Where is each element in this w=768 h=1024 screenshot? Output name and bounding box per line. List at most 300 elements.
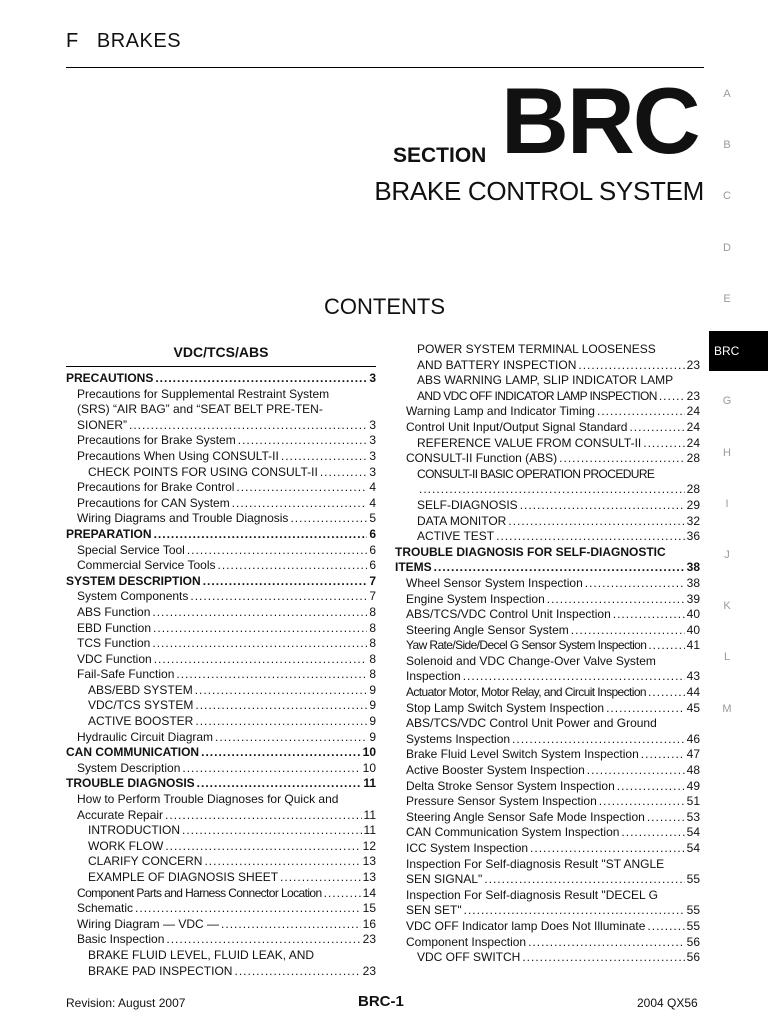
toc-entry-title: ICC System Inspection [406, 841, 529, 855]
toc-entry-title: Commercial Service Tools [77, 558, 216, 573]
toc-dot-leader [530, 841, 685, 857]
toc-dot-leader [528, 935, 685, 951]
toc-entry-title: TROUBLE DIAGNOSIS [66, 776, 195, 791]
toc-entry[interactable] [66, 480, 376, 496]
toc-dot-leader [187, 543, 367, 559]
toc-entry-page: 45 [686, 700, 700, 715]
toc-entry[interactable] [66, 652, 376, 668]
toc-entry-title: PREPARATION [66, 526, 152, 541]
toc-entry[interactable] [395, 747, 700, 763]
toc-entry [395, 373, 700, 389]
toc-entry-title: ITEMS [395, 560, 432, 575]
toc-entry[interactable] [66, 714, 376, 730]
toc-entry [395, 342, 700, 358]
toc-dot-leader [597, 404, 685, 420]
toc-entry-title: TCS Function [77, 636, 151, 651]
toc-entry[interactable] [66, 870, 376, 886]
side-index-letter-j[interactable]: J [724, 549, 730, 561]
toc-entry-page: 23 [686, 357, 700, 372]
section-subtitle: BRAKE CONTROL SYSTEM [374, 176, 704, 206]
toc-entry[interactable] [395, 358, 700, 374]
toc-dot-leader [571, 623, 685, 639]
toc-entry-page: 24 [686, 435, 700, 450]
toc-entry[interactable] [395, 669, 700, 685]
toc-entry-page: 16 [362, 916, 376, 931]
toc-entry-title: SEN SET" [406, 903, 462, 918]
toc-dot-leader [280, 870, 361, 886]
toc-entry-title: SELF-DIAGNOSIS [417, 497, 518, 512]
toc-dot-leader [232, 496, 368, 512]
toc-entry-page: 9 [369, 729, 376, 744]
toc-entry-title: How to Perform Trouble Diagnoses for Quick and [77, 792, 339, 807]
toc-entry-title: CONSULT-II BASIC OPERATION PROCEDURE [417, 466, 655, 481]
toc-entry [66, 387, 376, 403]
toc-entry[interactable] [66, 636, 376, 652]
toc-dot-leader [419, 482, 685, 498]
toc-dot-leader [484, 872, 684, 888]
toc-entry-page: 48 [686, 763, 700, 778]
toc-entry-title: SYSTEM DESCRIPTION [66, 573, 201, 588]
toc-entry-title: ACTIVE TEST [417, 529, 495, 544]
side-index-letter-h[interactable]: H [723, 447, 731, 459]
toc-entry-title: Wheel Sensor System Inspection [406, 575, 583, 590]
toc-dot-leader [154, 652, 368, 668]
toc-dot-leader [520, 498, 685, 514]
toc-entry-page: 8 [369, 636, 376, 651]
toc-dot-leader [152, 605, 367, 621]
toc-entry[interactable] [66, 932, 376, 948]
toc-entry-page: 23 [362, 932, 376, 947]
toc-entry-title: AND VDC OFF INDICATOR LAMP INSPECTION [417, 388, 657, 403]
toc-entry-page: 28 [686, 451, 700, 466]
side-index-letter-m[interactable]: M [722, 703, 732, 715]
toc-entry[interactable] [66, 730, 376, 746]
toc-entry[interactable] [66, 917, 376, 933]
toc-entry-title: ABS WARNING LAMP, SLIP INDICATOR LAMP [417, 373, 674, 388]
toc-entry-title: Yaw Rate/Side/Decel G Sensor System Inspection [406, 638, 647, 653]
toc-entry[interactable] [395, 420, 700, 436]
toc-left-column [66, 371, 376, 979]
toc-entry-title: Brake Fluid Level Switch System Inspection [406, 747, 639, 762]
toc-dot-leader [195, 683, 368, 699]
toc-dot-leader [320, 465, 368, 481]
toc-entry-title: EBD Function [77, 620, 152, 635]
toc-heading-divider [66, 366, 376, 367]
toc-dot-leader [290, 511, 367, 527]
toc-entry[interactable] [395, 607, 700, 623]
toc-entry[interactable] [66, 511, 376, 527]
toc-dot-leader [463, 669, 685, 685]
toc-entry-title: Precautions for CAN System [77, 495, 230, 510]
toc-entry-title: Component Inspection [406, 934, 527, 949]
toc-entry-title: Hydraulic Circuit Diagram [77, 729, 214, 744]
toc-entry [395, 545, 700, 561]
toc-dot-leader [153, 621, 367, 637]
toc-column-heading: VDC/TCS/ABS [173, 344, 269, 360]
toc-entry-page: 38 [686, 575, 700, 590]
toc-entry[interactable] [395, 529, 700, 545]
toc-entry-title: SEN SIGNAL" [406, 872, 483, 887]
side-index-letter-g[interactable]: G [722, 395, 732, 407]
toc-entry-page: 49 [686, 778, 700, 793]
toc-entry[interactable] [395, 825, 700, 841]
toc-dot-leader [617, 779, 685, 795]
toc-entry [66, 402, 376, 418]
toc-entry-title: Fail-Safe Function [77, 667, 175, 682]
toc-entry[interactable] [395, 950, 700, 966]
toc-dot-leader [165, 808, 361, 824]
toc-entry-title: PRECAUTIONS [66, 371, 154, 385]
toc-dot-leader [238, 433, 368, 449]
toc-entry[interactable] [395, 794, 700, 810]
toc-entry[interactable] [66, 527, 376, 543]
toc-entry[interactable] [395, 498, 700, 514]
toc-dot-leader [182, 761, 360, 777]
toc-entry-title: Control Unit Input/Output Signal Standard [406, 419, 628, 434]
toc-dot-leader [585, 576, 685, 592]
toc-entry [395, 467, 700, 483]
toc-entry-page: 44 [686, 685, 700, 700]
toc-entry-title: Active Booster System Inspection [406, 763, 585, 778]
toc-entry[interactable] [66, 776, 376, 792]
toc-entry-title: Component Parts and Harness Connector Location [77, 885, 322, 900]
toc-entry [395, 888, 700, 904]
toc-entry-page: 51 [686, 794, 700, 809]
side-index-letter-b[interactable]: B [723, 139, 731, 151]
toc-entry[interactable] [66, 558, 376, 574]
toc-dot-leader [155, 371, 367, 387]
toc-entry-title: Accurate Repair [77, 807, 164, 822]
toc-entry-title: ACTIVE BOOSTER [88, 714, 194, 729]
toc-dot-leader [152, 636, 367, 652]
side-index-active-tab[interactable]: BRC [709, 331, 768, 371]
toc-entry-page: 55 [686, 872, 700, 887]
toc-entry[interactable] [395, 841, 700, 857]
toc-entry[interactable] [66, 839, 376, 855]
toc-entry[interactable] [395, 623, 700, 639]
contents-heading: CONTENTS [324, 294, 445, 319]
toc-dot-leader [154, 527, 368, 543]
footer-model: 2004 QX56 [637, 996, 698, 1010]
toc-dot-leader [512, 732, 685, 748]
toc-dot-leader [236, 480, 367, 496]
toc-entry[interactable] [66, 808, 376, 824]
toc-entry-title: System Description [77, 760, 181, 775]
section-label: SECTION [393, 144, 487, 167]
toc-entry-page: 11 [363, 807, 376, 822]
side-index-letter-e[interactable]: E [723, 293, 731, 305]
toc-right-column [395, 342, 700, 966]
toc-entry[interactable] [66, 964, 376, 980]
toc-entry-title: EXAMPLE OF DIAGNOSIS SHEET [88, 870, 279, 884]
toc-entry-title: Systems Inspection [406, 731, 511, 746]
toc-dot-leader [643, 436, 684, 452]
side-index-letter-i[interactable]: I [725, 498, 729, 510]
toc-entry-page: 40 [686, 622, 700, 637]
toc-dot-leader [599, 794, 685, 810]
toc-entry[interactable] [395, 919, 700, 935]
footer-revision: Revision: August 2007 [66, 996, 186, 1010]
toc-entry-page: 54 [686, 825, 700, 840]
toc-dot-leader [464, 903, 685, 919]
toc-dot-leader [559, 451, 684, 467]
toc-dot-leader [135, 901, 361, 917]
toc-entry[interactable] [395, 592, 700, 608]
toc-dot-leader [166, 932, 360, 948]
toc-entry-title: DATA MONITOR [417, 513, 507, 528]
toc-entry-page: 12 [362, 838, 376, 853]
toc-entry[interactable] [66, 574, 376, 590]
toc-entry-title: VDC OFF SWITCH [417, 950, 521, 965]
toc-entry[interactable] [66, 496, 376, 512]
toc-entry-page: 5 [369, 511, 376, 526]
toc-entry[interactable] [66, 543, 376, 559]
toc-entry-page: 8 [369, 651, 376, 666]
toc-entry-page: 13 [362, 870, 376, 884]
toc-entry[interactable] [66, 698, 376, 714]
toc-dot-leader [165, 839, 360, 855]
toc-entry[interactable] [395, 903, 700, 919]
toc-dot-leader [221, 917, 361, 933]
toc-entry-title: CLARIFY CONCERN [88, 854, 203, 869]
toc-dot-leader [190, 589, 367, 605]
toc-entry[interactable] [66, 418, 376, 434]
toc-entry [66, 948, 376, 964]
toc-entry-page: 14 [362, 885, 376, 900]
toc-entry[interactable] [66, 886, 376, 902]
toc-entry-title: CAN Communication System Inspection [406, 825, 620, 840]
toc-dot-leader [641, 747, 685, 763]
toc-dot-leader [621, 825, 684, 841]
toc-entry-page: 8 [369, 667, 376, 682]
toc-entry-title: POWER SYSTEM TERMINAL LOOSENESS [417, 342, 656, 356]
toc-dot-leader [496, 529, 685, 545]
toc-dot-leader [324, 886, 361, 902]
side-index-letter-c[interactable]: C [723, 190, 731, 202]
toc-entry-page: 41 [686, 638, 700, 653]
toc-entry-title: VDC OFF Indicator lamp Does Not Illuminate [406, 918, 646, 933]
toc-dot-leader [522, 950, 684, 966]
side-index-letter-a[interactable]: A [723, 88, 731, 100]
toc-entry[interactable] [395, 576, 700, 592]
section-code: BRC [501, 68, 699, 173]
toc-entry-page: 3 [369, 448, 376, 463]
toc-entry[interactable] [395, 514, 700, 530]
toc-entry[interactable] [66, 745, 376, 761]
toc-entry[interactable] [395, 935, 700, 951]
toc-entry-title: REFERENCE VALUE FROM CONSULT-II [417, 435, 642, 450]
toc-entry-page: 3 [369, 371, 376, 385]
toc-dot-leader [129, 418, 367, 434]
toc-entry[interactable] [395, 779, 700, 795]
toc-dot-leader [434, 560, 685, 576]
toc-entry-title: Wiring Diagrams and Trouble Diagnosis [77, 511, 289, 526]
toc-entry-title: Precautions for Brake System [77, 433, 236, 448]
toc-dot-leader [647, 810, 685, 826]
toc-entry[interactable] [395, 482, 700, 498]
toc-entry-title: VDC/TCS SYSTEM [88, 698, 194, 713]
toc-entry[interactable] [66, 621, 376, 637]
toc-entry[interactable] [395, 436, 700, 452]
toc-entry-page: 43 [686, 669, 700, 684]
toc-entry-page: 13 [362, 854, 376, 869]
toc-dot-leader [204, 854, 360, 870]
toc-entry[interactable] [66, 433, 376, 449]
toc-entry-page: 40 [686, 607, 700, 622]
toc-entry-title: CHECK POINTS FOR USING CONSULT-II [88, 464, 318, 479]
toc-entry-title: Warning Lamp and Indicator Timing [406, 404, 595, 419]
side-index-letter-l[interactable]: L [723, 651, 731, 663]
toc-entry[interactable] [66, 823, 376, 839]
toc-entry[interactable] [395, 763, 700, 779]
side-index-letter-d[interactable]: D [723, 242, 731, 254]
toc-entry-page: 4 [369, 495, 376, 510]
toc-entry-page: 36 [686, 529, 700, 544]
toc-entry-title: ABS/TCS/VDC Control Unit Power and Ground [406, 716, 657, 731]
toc-entry[interactable] [66, 371, 376, 387]
toc-dot-leader [547, 592, 685, 608]
toc-entry[interactable] [66, 589, 376, 605]
toc-entry-page: 10 [362, 760, 376, 775]
toc-entry-page: 54 [686, 841, 700, 855]
side-index-letter-k[interactable]: K [723, 600, 731, 612]
toc-entry-page: 6 [369, 526, 376, 541]
toc-entry[interactable] [395, 810, 700, 826]
toc-entry-page: 3 [369, 417, 376, 432]
toc-entry [395, 716, 700, 732]
toc-entry[interactable] [395, 701, 700, 717]
toc-dot-leader [203, 574, 368, 590]
toc-entry-page: 10 [362, 745, 376, 760]
toc-dot-leader [281, 449, 367, 465]
toc-entry-page: 53 [686, 809, 700, 824]
toc-dot-leader [647, 919, 684, 935]
toc-entry-title: Inspection For Self-diagnosis Result "DECEL G [406, 887, 658, 902]
toc-dot-leader [659, 389, 685, 405]
toc-entry-title: ABS Function [77, 604, 151, 619]
toc-entry-title: Engine System Inspection [406, 591, 545, 606]
toc-dot-leader [606, 701, 685, 717]
toc-entry-page: 15 [362, 901, 376, 916]
toc-entry-title: Steering Angle Sensor System [406, 622, 569, 637]
toc-entry-page: 24 [686, 404, 700, 419]
toc-dot-leader [215, 730, 367, 746]
toc-entry-title: CAN COMMUNICATION [66, 745, 200, 760]
toc-entry-page: 46 [686, 731, 700, 746]
toc-dot-leader [195, 698, 367, 714]
toc-entry-page: 7 [369, 589, 376, 604]
toc-entry-title: AND BATTERY INSPECTION [417, 357, 577, 372]
toc-entry[interactable] [395, 404, 700, 420]
toc-dot-leader [613, 607, 685, 623]
toc-entry[interactable] [395, 685, 700, 701]
toc-entry-page: 56 [686, 950, 700, 965]
toc-entry-page: 47 [686, 747, 700, 762]
toc-entry-page: 29 [686, 497, 700, 512]
toc-entry[interactable] [66, 901, 376, 917]
footer-page-number: BRC-1 [358, 993, 404, 1010]
toc-entry-title: Wiring Diagram — VDC — [77, 916, 220, 931]
toc-dot-leader [587, 763, 685, 779]
toc-dot-leader [508, 514, 684, 530]
toc-entry[interactable] [66, 854, 376, 870]
toc-dot-leader [197, 776, 362, 792]
toc-entry-page: 7 [369, 573, 376, 588]
toc-entry-title: WORK FLOW [88, 838, 164, 853]
toc-entry-page: 3 [369, 464, 376, 479]
toc-entry-page: 4 [369, 480, 376, 495]
toc-dot-leader [578, 358, 684, 374]
toc-entry-page: 9 [369, 714, 376, 729]
toc-entry-title: Stop Lamp Switch System Inspection [406, 700, 605, 715]
toc-entry-page: 56 [686, 934, 700, 949]
toc-entry-page: 9 [369, 682, 376, 697]
toc-entry-page: 6 [369, 558, 376, 573]
toc-entry-title: CONSULT-II Function (ABS) [406, 451, 558, 466]
toc-entry[interactable] [66, 605, 376, 621]
toc-entry[interactable] [395, 638, 700, 654]
toc-entry [395, 654, 700, 670]
toc-entry-page: 8 [369, 604, 376, 619]
toc-entry[interactable] [395, 451, 700, 467]
toc-entry-page: 39 [686, 591, 700, 606]
toc-entry-title: Schematic [77, 901, 134, 916]
toc-entry-title: System Components [77, 589, 189, 604]
toc-entry-title: ABS/EBD SYSTEM [88, 682, 193, 697]
toc-entry-title: Pressure Sensor System Inspection [406, 794, 597, 809]
toc-entry-page: 55 [686, 903, 700, 918]
toc-entry[interactable] [395, 389, 700, 405]
toc-entry[interactable] [66, 667, 376, 683]
toc-dot-leader [234, 964, 360, 980]
toc-entry-page: 55 [686, 918, 700, 933]
toc-entry-title: BRAKE FLUID LEVEL, FLUID LEAK, AND [88, 947, 315, 962]
toc-entry[interactable] [66, 683, 376, 699]
toc-dot-leader [218, 558, 368, 574]
toc-entry[interactable] [66, 449, 376, 465]
toc-dot-leader [648, 685, 685, 701]
toc-entry[interactable] [66, 465, 376, 481]
toc-entry-title: ABS/TCS/VDC Control Unit Inspection [406, 607, 611, 622]
toc-dot-leader [648, 638, 684, 654]
toc-entry[interactable] [395, 872, 700, 888]
toc-entry-title: Precautions for Supplemental Restraint System [77, 386, 330, 401]
toc-entry-page: 11 [363, 776, 376, 791]
manual-section-title: F BRAKES [66, 30, 182, 52]
toc-entry[interactable] [66, 761, 376, 777]
toc-entry-page: 38 [686, 560, 700, 575]
toc-entry-title: Inspection [406, 669, 461, 684]
toc-entry-title: Basic Inspection [77, 932, 165, 947]
toc-entry[interactable] [395, 732, 700, 748]
toc-entry-title: SIONER” [77, 417, 128, 432]
toc-dot-leader [182, 823, 362, 839]
toc-entry-title: INTRODUCTION [88, 823, 180, 838]
toc-entry-title: Steering Angle Sensor Safe Mode Inspection [406, 809, 645, 824]
toc-entry-title: Delta Stroke Sensor System Inspection [406, 778, 615, 793]
toc-dot-leader [629, 420, 684, 436]
toc-entry-page: 3 [369, 433, 376, 448]
toc-entry-title: (SRS) “AIR BAG” and “SEAT BELT PRE-TEN- [77, 402, 323, 417]
toc-entry-page: 24 [686, 419, 700, 434]
toc-entry-title: Precautions for Brake Control [77, 480, 235, 495]
toc-entry[interactable] [395, 560, 700, 576]
toc-entry-title: VDC Function [77, 651, 152, 666]
toc-entry-page: 23 [362, 963, 376, 978]
toc-dot-leader [201, 745, 361, 761]
toc-entry-page: 28 [686, 482, 700, 497]
toc-entry-page: 23 [686, 388, 700, 403]
